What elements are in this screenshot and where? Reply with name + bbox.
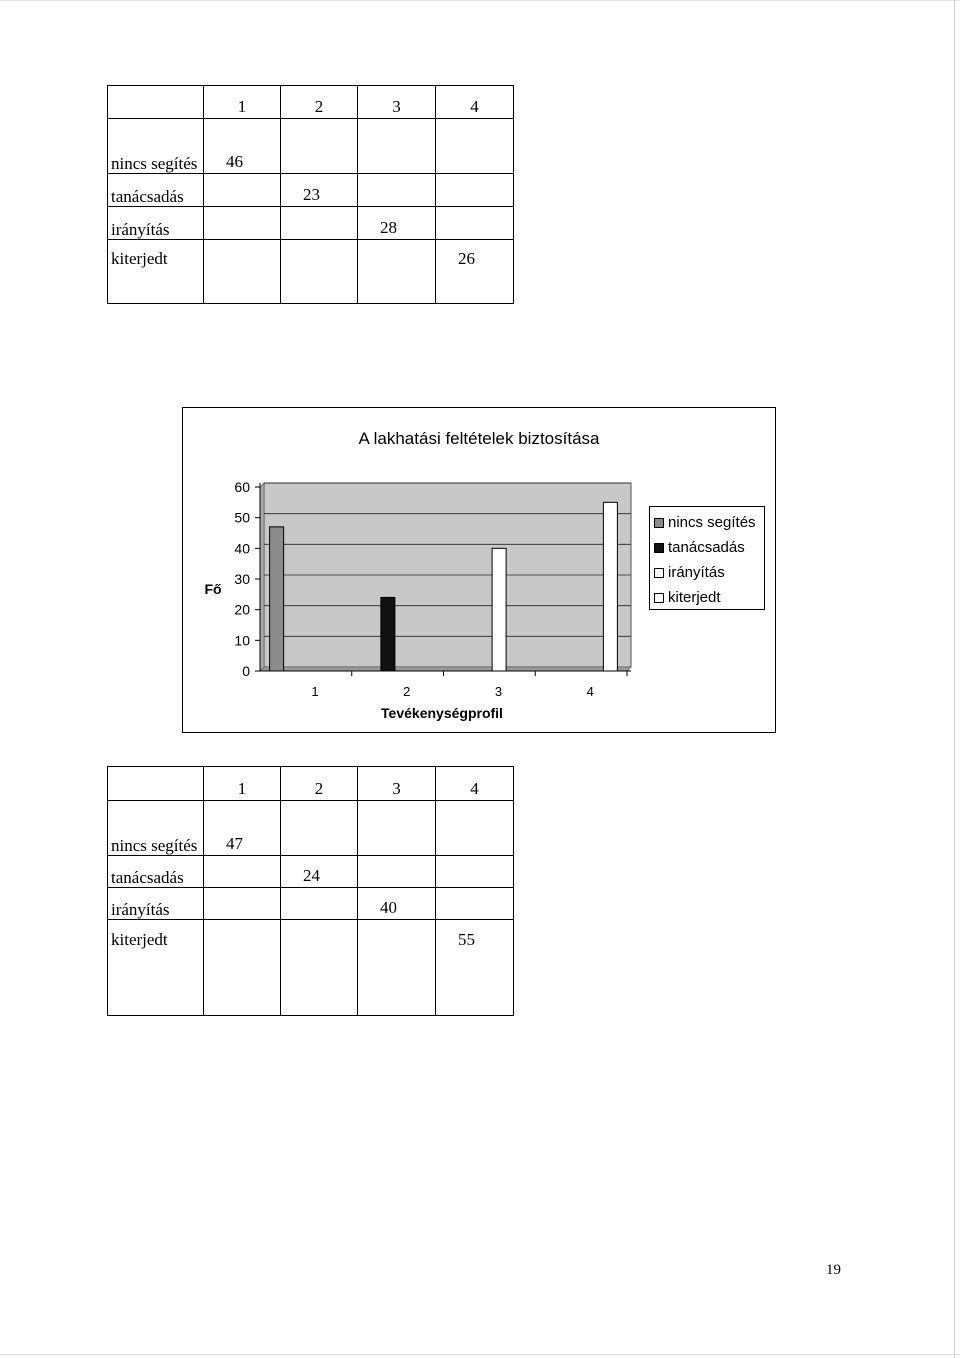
table-cell: [436, 801, 514, 856]
table-cell: [281, 801, 358, 856]
legend-item: [654, 560, 764, 585]
bar: [603, 502, 617, 671]
x-tick-label: 4: [586, 684, 594, 699]
table-cell: [436, 856, 514, 888]
table-cell: [204, 240, 281, 304]
row-label: kiterjedt: [108, 240, 204, 304]
table-row: [108, 174, 514, 207]
table-cell: 46: [204, 119, 281, 174]
table-header-cell: [108, 86, 204, 119]
legend-item: [654, 535, 764, 560]
y-tick-label: 0: [242, 663, 250, 679]
bar: [270, 527, 284, 671]
y-tick-label: 60: [234, 479, 250, 495]
table-cell: 47: [204, 801, 281, 856]
table-cell: [436, 119, 514, 174]
row-label: irányítás: [108, 888, 204, 920]
bar-chart: [182, 407, 776, 733]
table-header-cell: 4: [436, 767, 514, 801]
table-header-row: [108, 767, 514, 801]
table-cell: [204, 207, 281, 240]
y-tick-label: 40: [234, 540, 250, 557]
table-cell: [436, 174, 514, 207]
table-cell: 23: [281, 174, 358, 207]
legend-swatch: [654, 568, 664, 578]
table-cell: 40: [358, 888, 436, 920]
table-cell: 55: [436, 920, 514, 1016]
x-tick-label: 2: [403, 684, 411, 699]
chart-legend: [649, 506, 765, 610]
table-cell: 24: [281, 856, 358, 888]
row-label: kiterjedt: [108, 920, 204, 1016]
table-cell: [204, 174, 281, 207]
plot-side-wall: [260, 483, 264, 671]
y-tick-label: 20: [234, 601, 250, 618]
table-cell: [436, 888, 514, 920]
data-table-1: [107, 85, 514, 304]
table-header-cell: 1: [204, 86, 281, 119]
y-axis-label: Fő: [204, 581, 222, 597]
table-row: [108, 801, 514, 856]
table-row: [108, 920, 514, 1016]
legend-label: nincs segítés: [668, 514, 756, 531]
table-cell: 26: [436, 240, 514, 304]
table-cell: [358, 119, 436, 174]
table-cell: [281, 207, 358, 240]
table-header-cell: 1: [204, 767, 281, 801]
table-header-cell: 2: [281, 767, 358, 801]
page-number: 19: [826, 1262, 841, 1278]
legend-swatch: [654, 518, 664, 528]
x-axis-label: Tevékenységprofil: [381, 705, 503, 721]
table-cell: [281, 888, 358, 920]
y-tick-label: 10: [234, 632, 250, 649]
plot-floor: [260, 667, 631, 671]
table-cell: [204, 888, 281, 920]
table-cell: 28: [358, 207, 436, 240]
table-header-cell: 2: [281, 86, 358, 119]
bar: [381, 597, 395, 671]
x-tick-label: 1: [311, 684, 319, 699]
table-header-cell: [108, 767, 204, 801]
legend-label: irányítás: [668, 564, 725, 581]
data-table-2: [107, 766, 514, 1016]
table-row: [108, 119, 514, 174]
legend-item: [654, 510, 764, 535]
legend-label: tanácsadás: [668, 539, 745, 556]
table-row: [108, 240, 514, 304]
table-header-cell: 3: [358, 86, 436, 119]
page-top-edge: [0, 0, 960, 1]
row-label: nincs segítés: [108, 119, 204, 174]
legend-swatch: [654, 543, 664, 553]
x-tick-label: 3: [494, 684, 503, 699]
bar: [492, 548, 506, 671]
table-row: [108, 888, 514, 920]
table-cell: [358, 240, 436, 304]
table-header-cell: 3: [358, 767, 436, 801]
row-label: nincs segítés: [108, 801, 204, 856]
table-cell: [281, 119, 358, 174]
table-cell: [281, 240, 358, 304]
table-header-cell: 4: [436, 86, 514, 119]
row-label: tanácsadás: [108, 856, 204, 888]
table-cell: [204, 920, 281, 1016]
table-row: [108, 207, 514, 240]
table-cell: [281, 920, 358, 1016]
table-cell: [358, 920, 436, 1016]
y-tick-label: 50: [234, 509, 250, 526]
chart-title: A lakhatási feltételek biztosítása: [358, 429, 600, 448]
table-cell: [204, 856, 281, 888]
table-cell: [358, 856, 436, 888]
y-tick-label: 30: [234, 571, 250, 587]
legend-item: [654, 585, 764, 610]
row-label: tanácsadás: [108, 174, 204, 207]
page-bottom-edge: [0, 1354, 960, 1355]
legend-label: kiterjedt: [668, 589, 721, 606]
page-right-edge: [954, 0, 955, 1358]
table-cell: [358, 174, 436, 207]
row-label: irányítás: [108, 207, 204, 240]
table-row: [108, 856, 514, 888]
table-cell: [358, 801, 436, 856]
legend-swatch: [654, 593, 664, 603]
table-cell: [436, 207, 514, 240]
table-header-row: [108, 86, 514, 119]
